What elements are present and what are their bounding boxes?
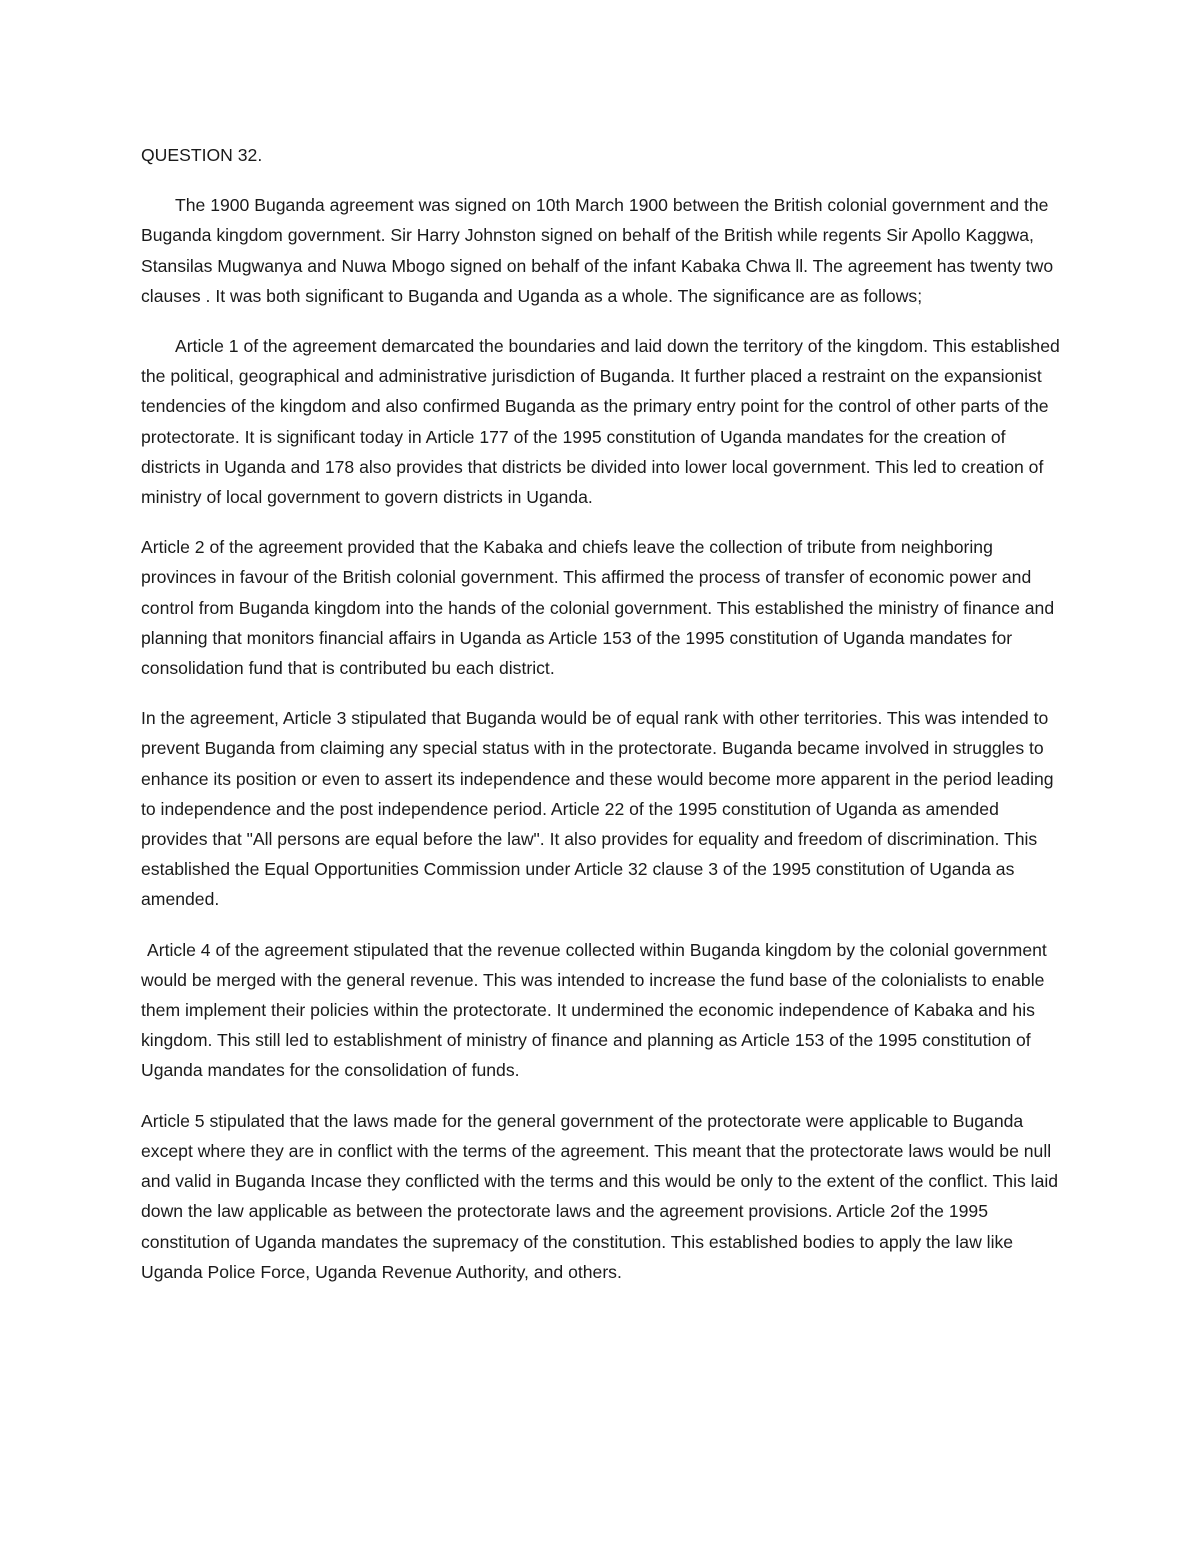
article-2-paragraph: Article 2 of the agreement provided that the Kabaka and chiefs leave the collection of tribute from neighboring provinces in favour of the British colonial government. This affirmed the process of transfer of economic power and control from Buganda kingdom into the hands of the colonial government. This established the ministry of finance and planning that monitors financial affairs in Uganda as Article 153 of the 1995 constitution of Uganda mandates for consolidation fund that is contributed bu each district. (141, 537, 1055, 679)
intro-paragraph: The 1900 Buganda agreement was signed on 10th March 1900 between the British colonial government and the Buganda kingdom government. Sir Harry Johnston signed on behalf of the British while regents Sir Apollo Kaggwa, Stansilas Mugwanya and Nuwa Mbogo signed on behalf of the infant Kabaka Chwa ll. The agreement has twenty two clauses . It was both significant to Buganda and Uganda as a whole. The significance are as follows; (141, 195, 1054, 306)
article-5-paragraph: Article 5 stipulated that the laws made for the general government of the protectorate were applicable to Buganda except where they are in conflict with the terms of the agreement. This meant that the protectorate laws would be null and valid in Buganda Incase they conflicted with the terms and this would be only to the extent of the conflict. This laid down the law applicable as between the protectorate laws and the agreement provisions. Article 2of the 1995 constitution of Uganda mandates the supremacy of the constitution. This established bodies to apply the law like Uganda Police Force, Uganda Revenue Authority, and others. (141, 1110, 1059, 1282)
article-1-paragraph: Article 1 of the agreement demarcated the boundaries and laid down the territory of the kingdom. This established the political, geographical and administrative jurisdiction of Buganda. It further placed a restraint on the expansionist tendencies of the kingdom and also confirmed Buganda as the primary entry point for the control of other parts of the protectorate. It is significant today in Article 177 of the 1995 constitution of Uganda mandates for the creation of districts in Uganda and 178 also provides that districts be divided into lower local government. This led to creation of ministry of local government to govern districts in Uganda. (141, 336, 1060, 508)
article-3-paragraph: In the agreement, Article 3 stipulated that Buganda would be of equal rank with other territories. This was intended to prevent Buganda from claiming any special status with in the protectorate. Buganda became involved in struggles to enhance its position or even to assert its independence and these would become more apparent in the period leading to independence and the post independence period. Article 22 of the 1995 constitution of Uganda as amended provides that "All persons are equal before the law". It also provides for equality and freedom of discrimination. This established the Equal Opportunities Commission under Article 32 clause 3 of the 1995 constitution of Uganda as amended. (141, 708, 1054, 910)
article-4-paragraph: Article 4 of the agreement stipulated that the revenue collected within Buganda kingdom by the colonial government would be merged with the general revenue. This was intended to increase the fund base of the colonialists to enable them implement their policies within the protectorate. It undermined the economic independence of Kabaka and his kingdom. This still led to establishment of ministry of finance and planning as Article 153 of the 1995 constitution of Uganda mandates for the consolidation of funds. (141, 939, 1047, 1081)
question-heading: QUESTION 32. (141, 145, 263, 165)
document-body (141, 140, 1061, 1307)
